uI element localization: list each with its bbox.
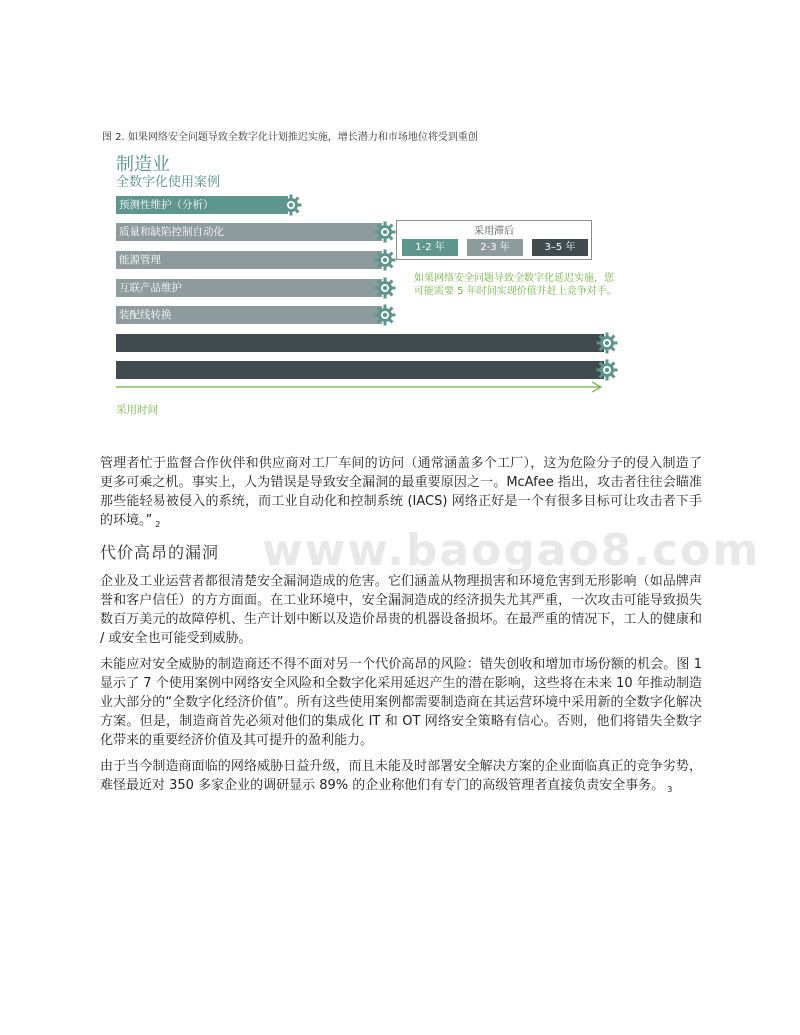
bar-label: 装配线转换 [119,309,172,321]
gear-icon [596,332,618,354]
bar-assembly-line-conversion [116,306,382,324]
figure-note: 如果网络安全问题导致全数字化延迟实施，您可能需要 5 年时间实现价值并赶上竞争对手。 [414,273,617,297]
gear-icon [374,277,396,299]
bar-label: 质量和缺陷控制自动化 [119,226,224,238]
paragraph-text: 企业及工业运营者都很清楚安全漏洞造成的危害。它们涵盖从物理损害和环境危害到无形影响（如品牌声誉和客户信任）的方方面面。在工业环境中，安全漏洞造成的经济损失尤其严重，一次攻击可能导致损失数百万美元的故障停机、生产计划中断以及造价昂贵的机器设备损坏。在最严重的情况下，工人的健康和 / 或安全也可能受到威胁。 [100,574,702,646]
figure-subtitle: 全数字化使用案例 [116,175,221,190]
legend-item-2-3: 2-3 年 [467,239,523,256]
gear-icon [374,304,396,326]
bar-predictive-maintenance [116,196,288,214]
legend [396,220,592,260]
time-axis-label: 采用时间 [116,404,158,416]
footnote-ref: 2 [155,520,161,529]
bar-dark-1 [116,334,604,352]
paragraph-text: 由于当今制造商面临的网络威胁日益升级，而且未能及时部署安全解决方案的企业面临真正的竞争劣势，难怪最近对 350 多家企业的调研显示 89% 的企业称他们有专门的高级管理者直接负责安全事务。 [100,759,702,793]
time-axis-arrow [112,380,612,394]
gear-icon [280,194,302,216]
paragraph-4 [100,757,702,796]
figure-caption: 图 2. 如果网络安全问题导致全数字化计划推迟实施，增长潜力和市场地位将受到重创 [102,132,478,143]
figure-title: 制造业 [116,154,170,175]
paragraph-text: 管理者忙于监督合作伙伴和供应商对工厂车间的访问（通常涵盖多个工厂），这为危险分子的侵入制造了更多可乘之机。事实上，人为错误是导致安全漏洞的最重要原因之一。McAfee 指出，攻击者往往会瞄准那些能轻易被侵入的系统，而工业自动化和控制系统 (IACS) 网络正好是一个有很多目标可让攻击者下手的环境。” [100,456,702,528]
bar-label: 能源管理 [119,254,161,266]
paragraph-2 [100,572,702,648]
paragraph-1 [100,454,702,531]
gear-icon [374,221,396,243]
paragraph-3 [100,655,702,750]
gear-icon [596,359,618,381]
paragraph-text: 未能应对安全威胁的制造商还不得不面对另一个代价高昂的风险：错失创收和增加市场份额的机会。图 1 显示了 7 个使用案例中网络安全风险和全数字化采用延迟产生的潜在影响，这些将在未来 10 年推动制造业大部分的“全数字化经济价值”。所有这些使用案例都需要制造商在其运营环境中采用新的全数字化解决方案。但是，制造商首先必须对他们的集成化 IT 和 OT 网络安全策略有信心。否则，他们将错失全数字化带来的重要经济价值及其可提升的盈利能力。 [100,657,702,748]
bar-energy-management [116,251,382,269]
bar-label: 互联产品维护 [119,282,182,294]
legend-title: 采用滞后 [474,226,514,237]
legend-item-3-5: 3–5 年 [532,239,588,256]
footnote-ref: 3 [667,785,673,794]
bar-connected-product-maintenance [116,279,382,297]
bar-quality-defect-control [116,223,382,241]
section-heading: 代价高昂的漏洞 [100,543,220,562]
bar-label: 预测性维护（分析） [119,199,214,211]
bar-dark-2 [116,361,604,379]
gear-icon [374,249,396,271]
watermark: www.baogao8.com [262,525,761,576]
legend-item-1-2: 1-2 年 [402,239,458,256]
